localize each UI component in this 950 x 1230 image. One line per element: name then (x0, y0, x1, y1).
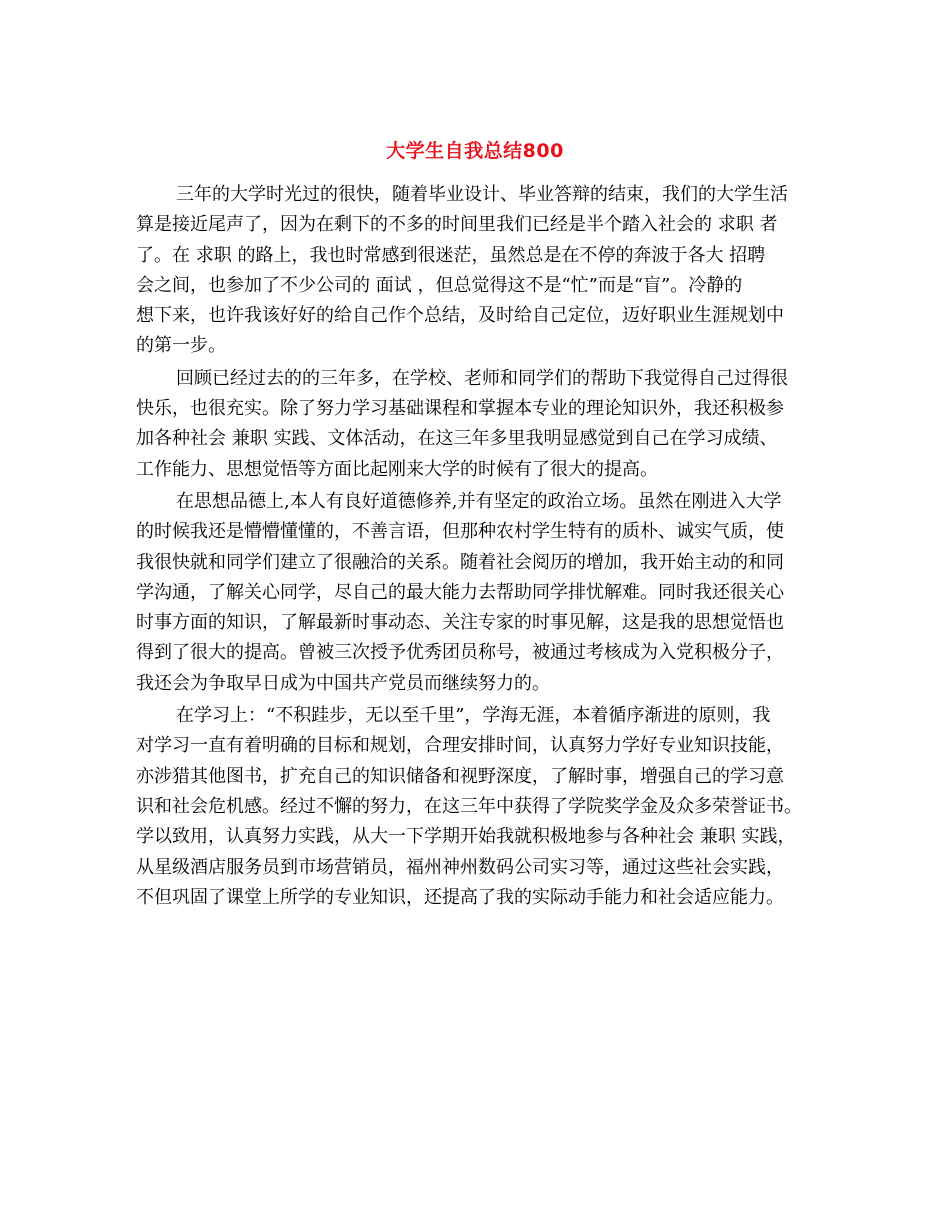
text-line: 想下来，也许我该好好的给自己作个总结，及时给自己定位，迈好职业生涯规划中 (136, 305, 784, 327)
text-line: 对学习一直有着明确的目标和规划，合理安排时间，认真努力学好专业知识技能， (136, 735, 784, 757)
text-line: 识和社会危机感。经过不懈的努力，在这三年中获得了学院奖学金及众多荣誉证书。 (136, 795, 802, 817)
text-line: 学沟通，了解关心同学，尽自己的最大能力去帮助同学排忧解难。同时我还很关心 (136, 581, 784, 603)
text-line: 亦涉猎其他图书，扩充自己的知识储备和视野深度，了解时事，增强自己的学习意 (136, 765, 784, 787)
text-line: 加各种社会 兼职 实践、文体活动，在这三年多里我明显感觉到自己在学习成绩、 (136, 428, 778, 450)
text-line: 在思想品德上,本人有良好道德修养,并有坚定的政治立场。虽然在刚进入大学 (176, 490, 782, 512)
text-line: 我还会为争取早日成为中国共产党员而继续努力的。 (136, 672, 550, 694)
text-line: 的时候我还是懵懵懂懂的，不善言语，但那种农村学生特有的质朴、诚实气质，使 (136, 521, 784, 543)
text-line: 算是接近尾声了，因为在剩下的不多的时间里我们已经是半个踏入社会的 求职 者 (136, 214, 778, 236)
text-line: 回顾已经过去的的三年多，在学校、老师和同学们的帮助下我觉得自己过得很 (176, 367, 788, 389)
paragraph-1 (136, 180, 826, 362)
document-body (136, 180, 826, 915)
paragraph-2 (136, 364, 826, 485)
document-title: 大学生自我总结800 (386, 140, 564, 162)
text-line: 时事方面的知识，了解最新时事动态、关注专家的时事见解，这是我的思想觉悟也 (136, 612, 784, 634)
text-line: 我很快就和同学们建立了很融洽的关系。随着社会阅历的增加，我开始主动的和同 (136, 551, 784, 573)
text-line: 工作能力、思想觉悟等方面比起刚来大学的时候有了很大的提高。 (136, 458, 658, 480)
text-line: 快乐，也很充实。除了努力学习基础课程和掌握本专业的理论知识外，我还积极参 (136, 398, 784, 420)
text-line: 从星级酒店服务员到市场营销员，福州神州数码公司实习等，通过这些社会实践， (136, 856, 784, 878)
text-line: 会之间，也参加了不少公司的 面试 ，但总觉得这不是“忙”而是“盲”。冷静的 (136, 274, 743, 296)
text-line: 得到了很大的提高。曾被三次授予优秀团员称号，被通过考核成为入党积极分子， (136, 642, 784, 664)
text-line: 了。在 求职 的路上，我也时常感到很迷茫，虽然总是在不停的奔波于各大 招聘 (136, 244, 766, 266)
text-line: 三年的大学时光过的很快，随着毕业设计、毕业答辩的结束，我们的大学生活 (176, 184, 788, 205)
text-line: 不但巩固了课堂上所学的专业知识，还提高了我的实际动手能力和社会适应能力。 (136, 886, 784, 908)
text-line: 在学习上：“不积跬步，无以至千里”，学海无涯，本着循序渐进的原则，我 (176, 705, 771, 727)
text-line: 的第一步。 (136, 335, 226, 357)
text-line: 学以致用，认真努力实践，从大一下学期开始我就积极地参与各种社会 兼职 实践， (136, 826, 796, 848)
paragraph-4 (136, 701, 826, 913)
paragraph-3 (136, 487, 826, 699)
